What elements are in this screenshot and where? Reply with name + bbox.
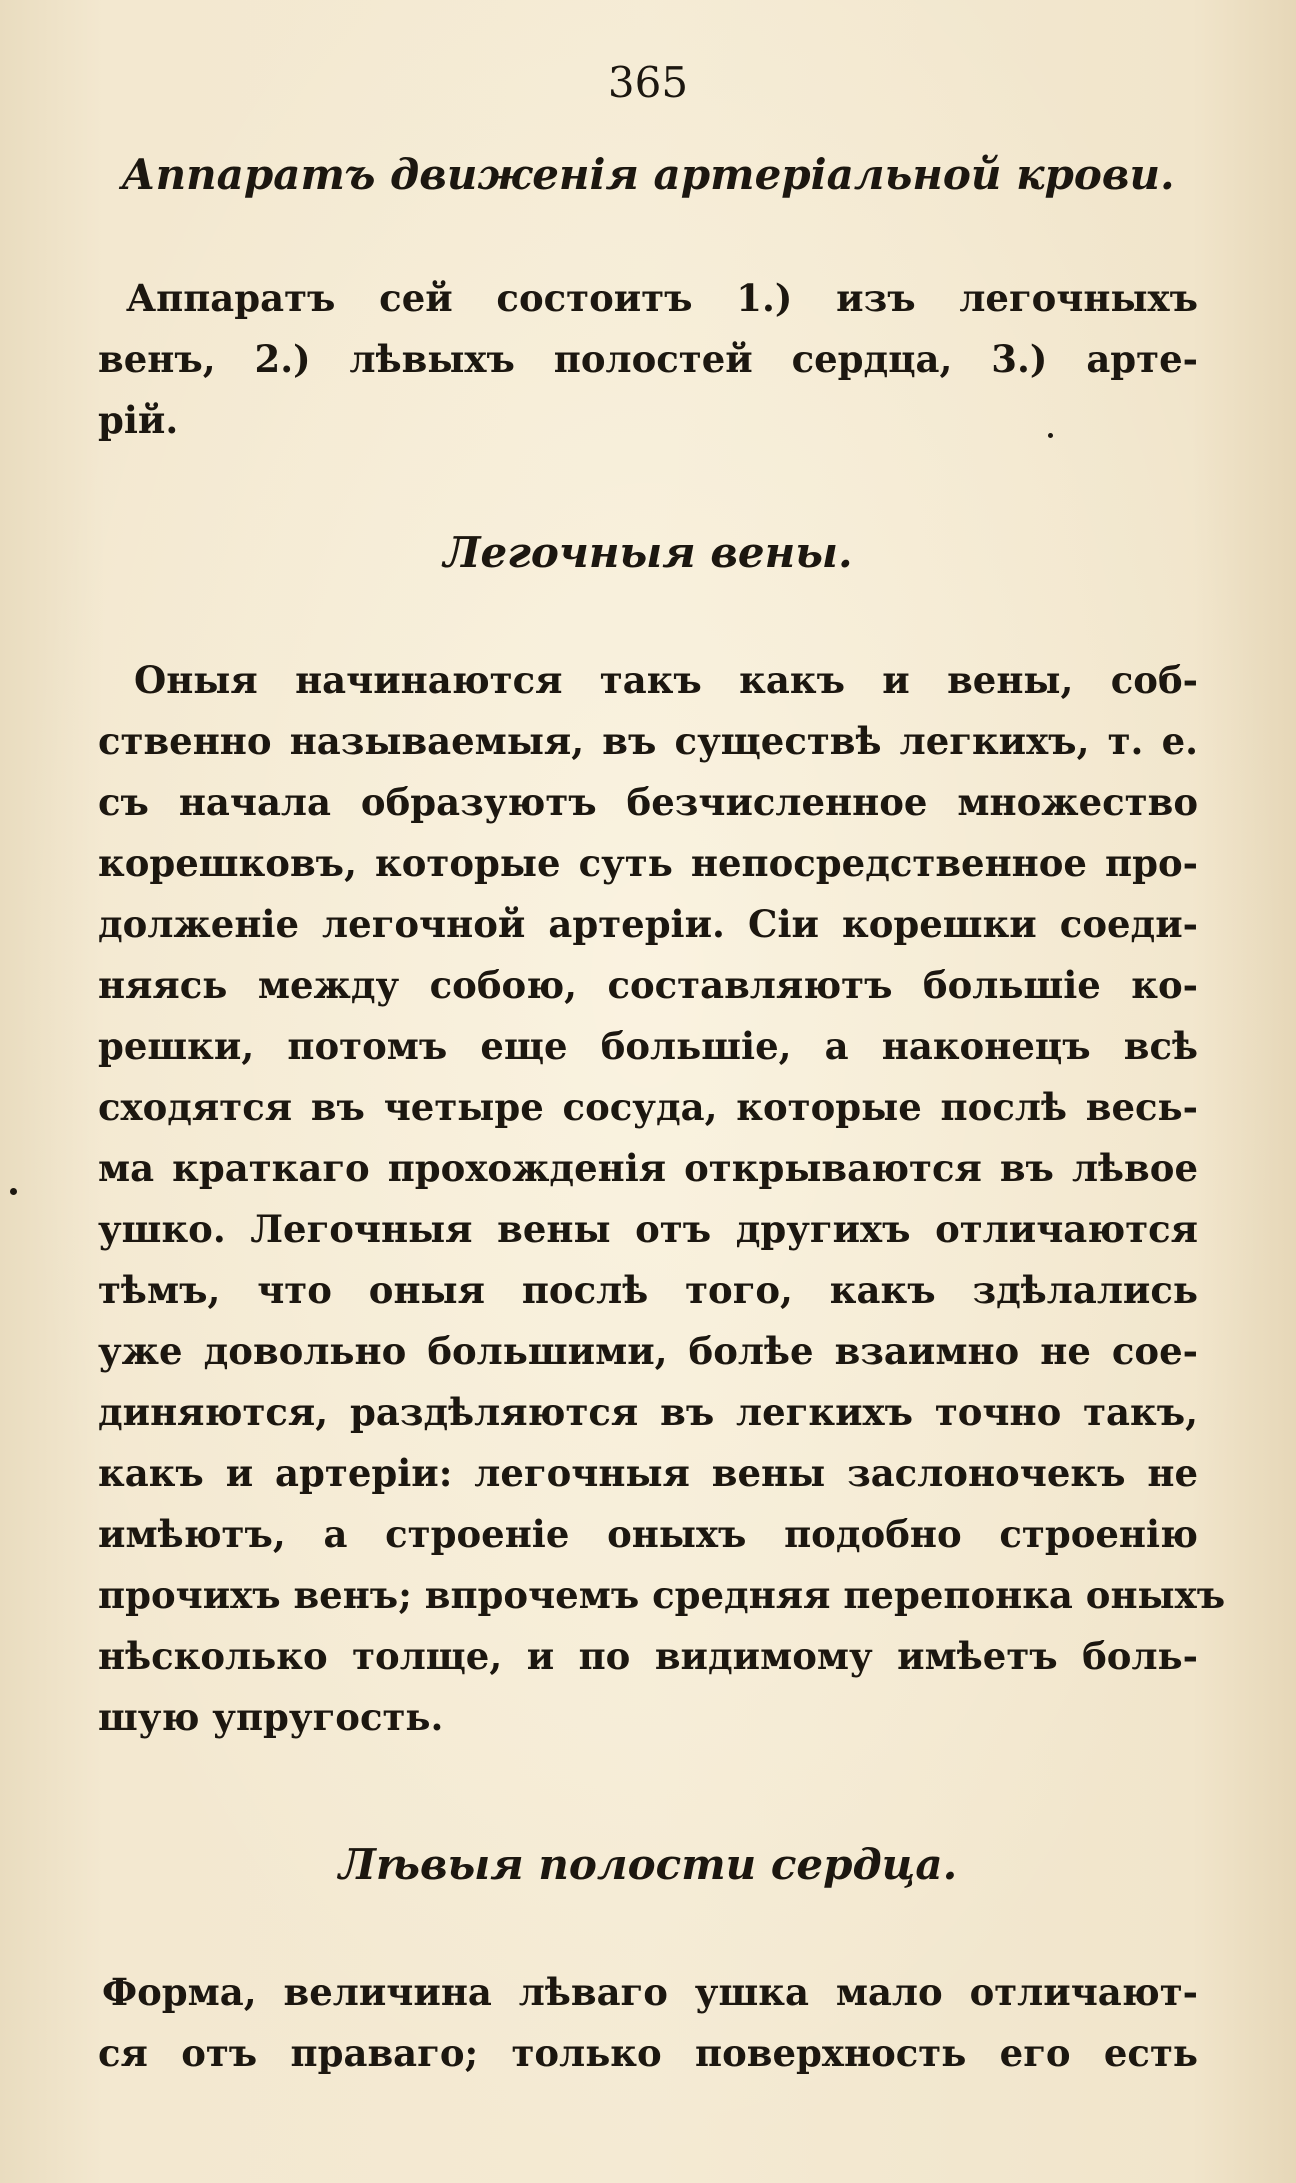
text-line: прочихъ венъ; впрочемъ средняя перепонка оныхъ: [98, 1573, 1226, 1617]
text-line: долженіе легочной артеріи. Сіи корешки соеди-: [98, 902, 1198, 946]
section-heading-pulmonary-veins: Легочныя вены.: [443, 528, 853, 577]
text-line: уже довольно большими, болѣе взаимно не сое-: [98, 1329, 1198, 1373]
text-line: тѣмъ, что оныя послѣ того, какъ здѣлались: [98, 1268, 1198, 1312]
text-line: сходятся въ четыре сосуда, которые послѣ весь-: [98, 1085, 1198, 1129]
text-line: Форма, величина лѣваго ушка мало отличают-: [102, 1970, 1198, 2014]
text-line: шую упругость.: [98, 1695, 444, 1739]
text-line: венъ, 2.) лѣвыхъ полостей сердца, 3.) арте-: [98, 337, 1198, 381]
text-line: какъ и артеріи: легочныя вены заслоночекъ не: [98, 1451, 1198, 1495]
text-line: ушко. Легочныя вены отъ другихъ отличаются: [98, 1207, 1198, 1251]
text-line: съ начала образуютъ безчисленное множество: [98, 780, 1198, 824]
ink-speck: [10, 1188, 17, 1195]
text-line: диняются, раздѣляются въ легкихъ точно такъ,: [98, 1390, 1198, 1434]
paragraph-apparatus: [98, 268, 1198, 451]
paragraph-pulmonary-veins: [98, 650, 1226, 1748]
text-line: ма краткаго прохожденія открываются въ лѣвое: [98, 1146, 1198, 1190]
paragraph-left-cavities: [98, 1962, 1198, 2084]
text-line: решки, потомъ еще большіе, а наконецъ всѣ: [98, 1024, 1198, 1068]
text-line: Оныя начинаются такъ какъ и вены, соб-: [134, 658, 1198, 702]
text-line: Аппаратъ сей состоитъ 1.) изъ легочныхъ: [126, 276, 1198, 320]
section-heading-left-cavities: Лѣвыя полости сердца.: [338, 1840, 958, 1889]
text-line: корешковъ, которые суть непосредственное про-: [98, 841, 1198, 885]
ink-speck: [1048, 433, 1053, 438]
text-line: няясь между собою, составляютъ большіе ко-: [98, 963, 1198, 1007]
text-line: ственно называемыя, въ существѣ легкихъ, т. е.: [98, 719, 1198, 763]
page-number: 365: [607, 58, 689, 107]
text-line: рій.: [98, 398, 179, 442]
text-line: имѣютъ, а строеніе оныхъ подобно строенію: [98, 1512, 1198, 1556]
text-line: нѣсколько толще, и по видимому имѣетъ боль-: [98, 1634, 1198, 1678]
section-heading-arterial-apparatus: Аппаратъ движенія артеріальной крови.: [121, 150, 1175, 199]
text-line: ся отъ праваго; только поверхность его есть: [98, 2031, 1198, 2075]
